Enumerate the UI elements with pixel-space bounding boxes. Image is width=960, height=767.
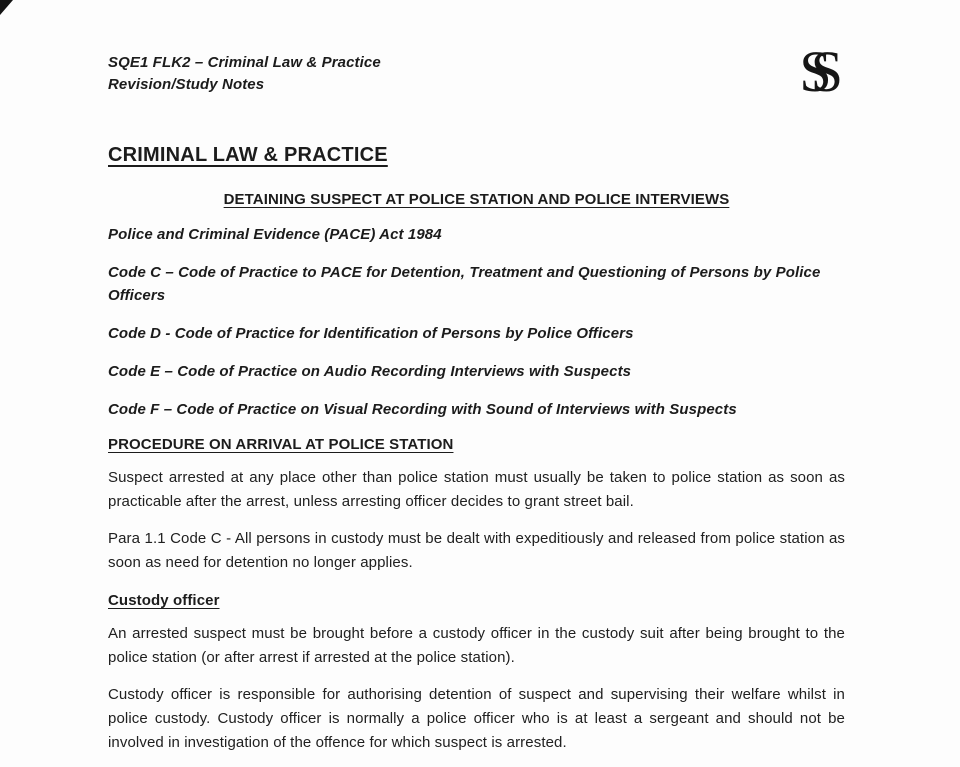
paragraph-para-1-1-code-c: Para 1.1 Code C - All persons in custody must be dealt with expeditiously and released from police station as soon as need for detention no longer applies.: [108, 530, 845, 571]
header-text-block: [108, 52, 381, 96]
paragraph-custody-suite: An arrested suspect must be brought before a custody officer in the custody suit after being brought to the police station (or after arrest if arrested at the police station).: [108, 625, 845, 666]
custody-officer-heading: Custody officer: [108, 592, 220, 609]
statute-code-d: Code D - Code of Practice for Identification of Persons by Police Officers: [108, 325, 634, 342]
scan-corner-artifact: [0, 0, 13, 15]
course-title: SQE1 FLK2 – Criminal Law & Practice: [108, 54, 381, 71]
document-subtitle-line: Revision/Study Notes: [108, 76, 265, 93]
statute-code-f: Code F – Code of Practice on Visual Recording with Sound of Interviews with Suspects: [108, 401, 737, 418]
paragraph-street-bail: Suspect arrested at any place other than police station must usually be taken to police station as soon as practicable after the arrest, unless arresting officer decides to grant street bail.: [108, 469, 845, 510]
document-header: [108, 39, 845, 104]
procedure-section-heading: PROCEDURE ON ARRIVAL AT POLICE STATION: [108, 436, 454, 453]
statute-code-c: Code C – Code of Practice to PACE for Detention, Treatment and Questioning of Persons by Police Officers: [108, 264, 821, 304]
page-title: CRIMINAL LAW & PRACTICE: [108, 144, 388, 166]
ss-monogram-logo: SS: [799, 39, 823, 104]
paragraph-custody-officer-role: Custody officer is responsible for authorising detention of suspect and supervising their welfare whilst in police custody. Custody officer is normally a police officer who is at least a sergeant and should not be involved in investigation of the offence for which suspect is arrested.: [108, 686, 845, 751]
topic-heading: DETAINING SUSPECT AT POLICE STATION AND POLICE INTERVIEWS: [223, 191, 730, 208]
document-body: [108, 144, 845, 755]
statute-pace-act: Police and Criminal Evidence (PACE) Act 1984: [108, 226, 442, 243]
statute-code-e: Code E – Code of Practice on Audio Recording Interviews with Suspects: [108, 363, 632, 380]
